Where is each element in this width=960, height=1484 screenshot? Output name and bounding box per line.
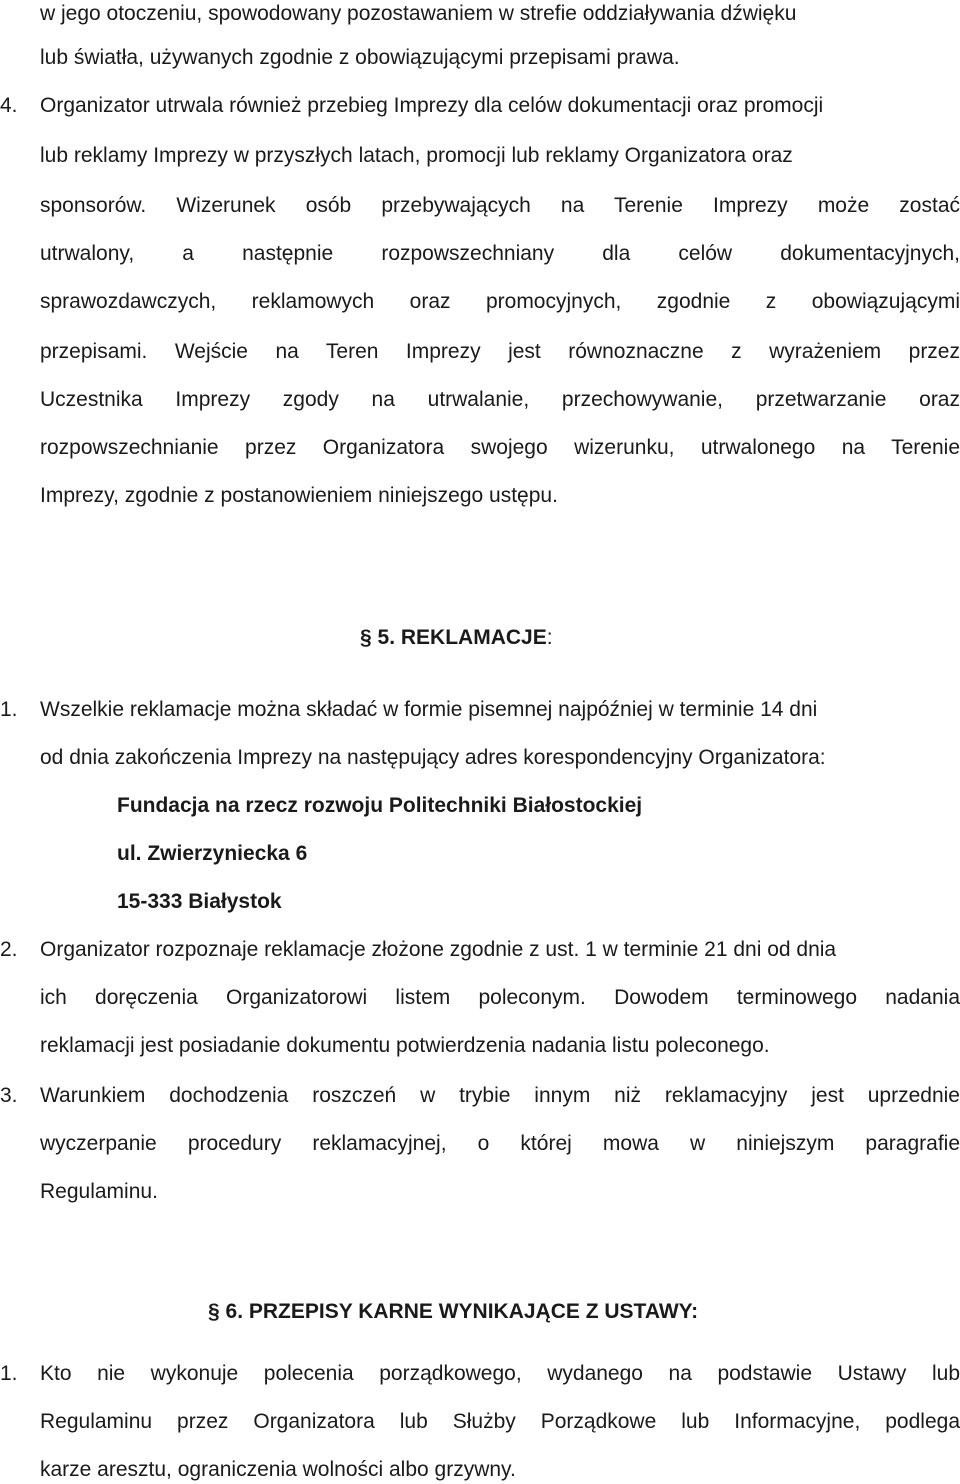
section-symbol: §	[208, 1300, 220, 1323]
section-title-colon: :	[546, 626, 553, 649]
text-line: Regulaminu przez Organizatora lub Służby Porządkowe lub Informacyjne, podlega	[40, 1410, 960, 1433]
text-line: reklamacji jest posiadanie dokumentu potwierdzenia nadania listu poleconego.	[40, 1034, 770, 1057]
text-line: Imprezy, zgodnie z postanowieniem niniejszego ustępu.	[40, 484, 558, 507]
section-heading	[208, 1298, 698, 1326]
text-line: utrwalony, a następnie rozpowszechniany dla celów dokumentacyjnych,	[40, 242, 960, 265]
text-line: Regulaminu.	[40, 1180, 158, 1203]
text-line: od dnia zakończenia Imprezy na następujący adres korespondencyjny Organizatora:	[40, 746, 826, 769]
text-line: w jego otoczeniu, spowodowany pozostawaniem w strefie oddziaływania dźwięku	[40, 2, 797, 25]
text-line: wyczerpanie procedury reklamacyjnej, o której mowa w niniejszym paragrafie	[40, 1132, 960, 1155]
list-number: 1.	[0, 1362, 18, 1385]
section-title: 5. REKLAMACJE	[377, 626, 547, 649]
address-line: ul. Zwierzyniecka 6	[117, 842, 308, 865]
text-line: sprawozdawczych, reklamowych oraz promocyjnych, zgodnie z obowiązującymi	[40, 290, 960, 313]
text-line: Kto nie wykonuje polecenia porządkowego, wydanego na podstawie Ustawy lub	[40, 1362, 960, 1385]
section-symbol: §	[360, 626, 372, 649]
section-heading	[360, 624, 553, 652]
list-number: 3.	[0, 1084, 18, 1107]
text-line: rozpowszechnianie przez Organizatora swojego wizerunku, utrwalonego na Terenie	[40, 436, 960, 459]
text-line: Warunkiem dochodzenia roszczeń w trybie innym niż reklamacyjny jest uprzednie	[40, 1084, 960, 1107]
text-line: Uczestnika Imprezy zgody na utrwalanie, przechowywanie, przetwarzanie oraz	[40, 388, 960, 411]
address-line: 15-333 Białystok	[117, 890, 282, 913]
text-line: Organizator utrwala również przebieg Imprezy dla celów dokumentacji oraz promocji	[40, 94, 824, 117]
text-line: karze aresztu, ograniczenia wolności albo grzywny.	[40, 1458, 516, 1481]
section-title: 6. PRZEPISY KARNE WYNIKAJĄCE Z USTAWY:	[225, 1300, 699, 1323]
list-number: 1.	[0, 698, 18, 721]
text-line: lub światła, używanych zgodnie z obowiązującymi przepisami prawa.	[40, 46, 680, 69]
list-number: 4.	[0, 94, 18, 117]
address-line: Fundacja na rzecz rozwoju Politechniki Białostockiej	[117, 794, 643, 817]
text-line: lub reklamy Imprezy w przyszłych latach, promocji lub reklamy Organizatora oraz	[40, 144, 793, 167]
list-number: 2.	[0, 938, 18, 961]
text-line: Wszelkie reklamacje można składać w formie pisemnej najpóźniej w terminie 14 dni	[40, 698, 818, 721]
text-line: Organizator rozpoznaje reklamacje złożone zgodnie z ust. 1 w terminie 21 dni od dnia	[40, 938, 837, 961]
text-line: sponsorów. Wizerunek osób przebywających na Terenie Imprezy może zostać	[40, 194, 960, 217]
text-line: przepisami. Wejście na Teren Imprezy jest równoznaczne z wyrażeniem przez	[40, 340, 960, 363]
text-line: ich doręczenia Organizatorowi listem poleconym. Dowodem terminowego nadania	[40, 986, 960, 1009]
